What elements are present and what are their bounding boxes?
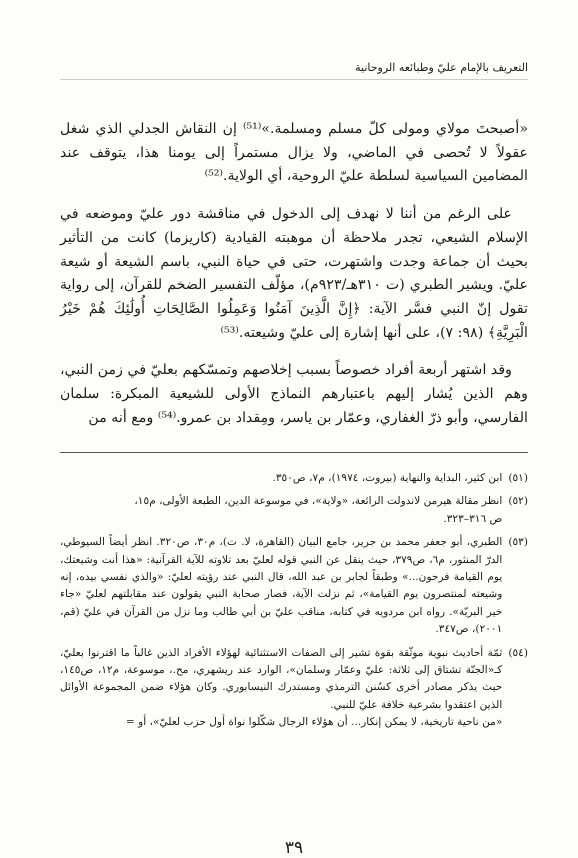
footnote-text: ثمّة أحاديث نبوية موثّقة بقوة تشير إلى الصفات الاستثنائية لهؤلاء الأفراد الذين غالباً ما اقترنوا بعليّ، كـ«الجنّة تشتاق إلى ثلاثة: عليّ وعمّار وسلمان»، الوارد عند ريشهري، مح.، موسوعة، م١٢، ص١٤٥، حيث يذكر مصادر أخرى كسُنن الترمذي ومستدرك النيسابوري. وكان هؤلاء ضمن المجموعة الأوائل الذين اعتقدوا بشرعية خلافة عليّ للنبي.: [60, 646, 503, 711]
footnote-number: (٥٤): [508, 646, 528, 659]
footnote-number: (٥٣): [508, 536, 528, 549]
footnote-text: انظر مقالة هيرمن لاندولت الرائعة، «ولاية»، في موسوعة الدين، الطبعة الأولى، م١٥،: [134, 495, 503, 508]
footnote-54: [60, 645, 528, 732]
paragraph-2: على الرغم من أننا لا نهدف إلى الدخول في مناقشة دور عليّ وموضعه في الإسلام الشيعي، تجدر ملاحظة أن موهبته القيادية (كاريزما) كانت من التأثير بحيث أن جماعة وجدت واشتهرت، حتى في حياة النبي، باسم الشيعة أو شيعة عليّ. ويشير الطبري (ت ٣١٠هـ/٩٢٣م)، مؤلّف التفسير الضخم للقرآن، إلى رواية تقول إنّ النبي فسَّر الآية: ﴿إِنَّ الَّذِينَ آمَنُوا وَعَمِلُوا الصَّالِحَاتِ أُولَٰئِكَ هُمْ خَيْرُ الْبَرِيَّةِ﴾ (٩٨: ٧)، على أنها إشارة إلى عليّ وشيعته.⁽⁵³⁾: [60, 206, 528, 341]
book-page: [60, 60, 528, 858]
footnote-text: ابن كثير، البداية والنهاية (بيروت، ١٩٧٤)، م٧، ص٣٥٠.: [272, 472, 503, 484]
footnote-divider: [60, 452, 528, 453]
main-text: [60, 118, 528, 444]
page-number: ٣٩: [284, 838, 304, 858]
footnote-number: (٥١): [508, 472, 528, 484]
footnote-text: «من ناحية تاريخية، لا يمكن إنكار... أن هؤلاء الرجال شكّلوا نواة أول حزب لعليّ»، أو =: [125, 716, 503, 729]
footnote-text: الطبري، أبو جعفر محمد بن جرير، جامع البيان (القاهرة، لا. ت)، م٣٠، ص٣٢٠. انظر أيضاً السيوطي، الدرّ المنثور، م٦، ص٣٧٩، حيث ينقل عن النبي قوله لعليّ بعد تلاوته للآية القرآنية: «هذا أنت وشيعتك، يوم القيامة فرحون...» وطبقاً لجابر بن عبد الله، قال النبي عند رؤيته لعليّ: «والذي نفسي بيده، إنه وشيعته لمنتصرون يوم القيامة»، ثم نزلت الآية، فصار صحابة النبي يقولون عند مقابلتهم لعليّ «جاء خير البريّة». رواه ابن مردويه في كتابه، مناقب عليّ بن أبي طالب وما نزل من القرآن في عليّ (قم، ٢٠٠١)، ص٣٤٧.: [60, 536, 503, 636]
footnote-51: [60, 470, 528, 487]
running-header: التعريف بالإمام عليّ وطبائعه الروحانية: [60, 60, 528, 80]
footnote-53: [60, 534, 528, 638]
paragraph-3: وقد اشتهر أربعة أفراد خصوصاً بسبب إخلاصهم وتمسّكهم بعليّ في زمن النبي، وهم الذين يُشار إليهم باعتبارهم النماذج الأولى للشيعية المبكرة: سلمان الفارسي، وأبو ذرّ الغفاري، وعمّار بن ياسر، ومِقداد بن عمرو.⁽⁵⁴⁾ ومع أنه من: [60, 362, 528, 426]
footnotes: [60, 470, 528, 738]
footnote-text: ص ٣١٦–٣٢٣.: [443, 512, 503, 525]
footnote-52: [60, 493, 528, 528]
paragraph-1: «أصبحتَ مولاي ومولى كلّ مسلم ومسلمة.»⁽⁵¹⁾ إن النقاش الجدلي الذي شغل عقولاً لا تُحصى في الماضي، ولا يزال مستمراً إلى يومنا هذا، يتوقف عند المضامين السياسية لسلطة عليّ الروحية، أي الولاية.⁽⁵²⁾: [60, 121, 528, 185]
footnote-number: (٥٢): [508, 495, 528, 508]
